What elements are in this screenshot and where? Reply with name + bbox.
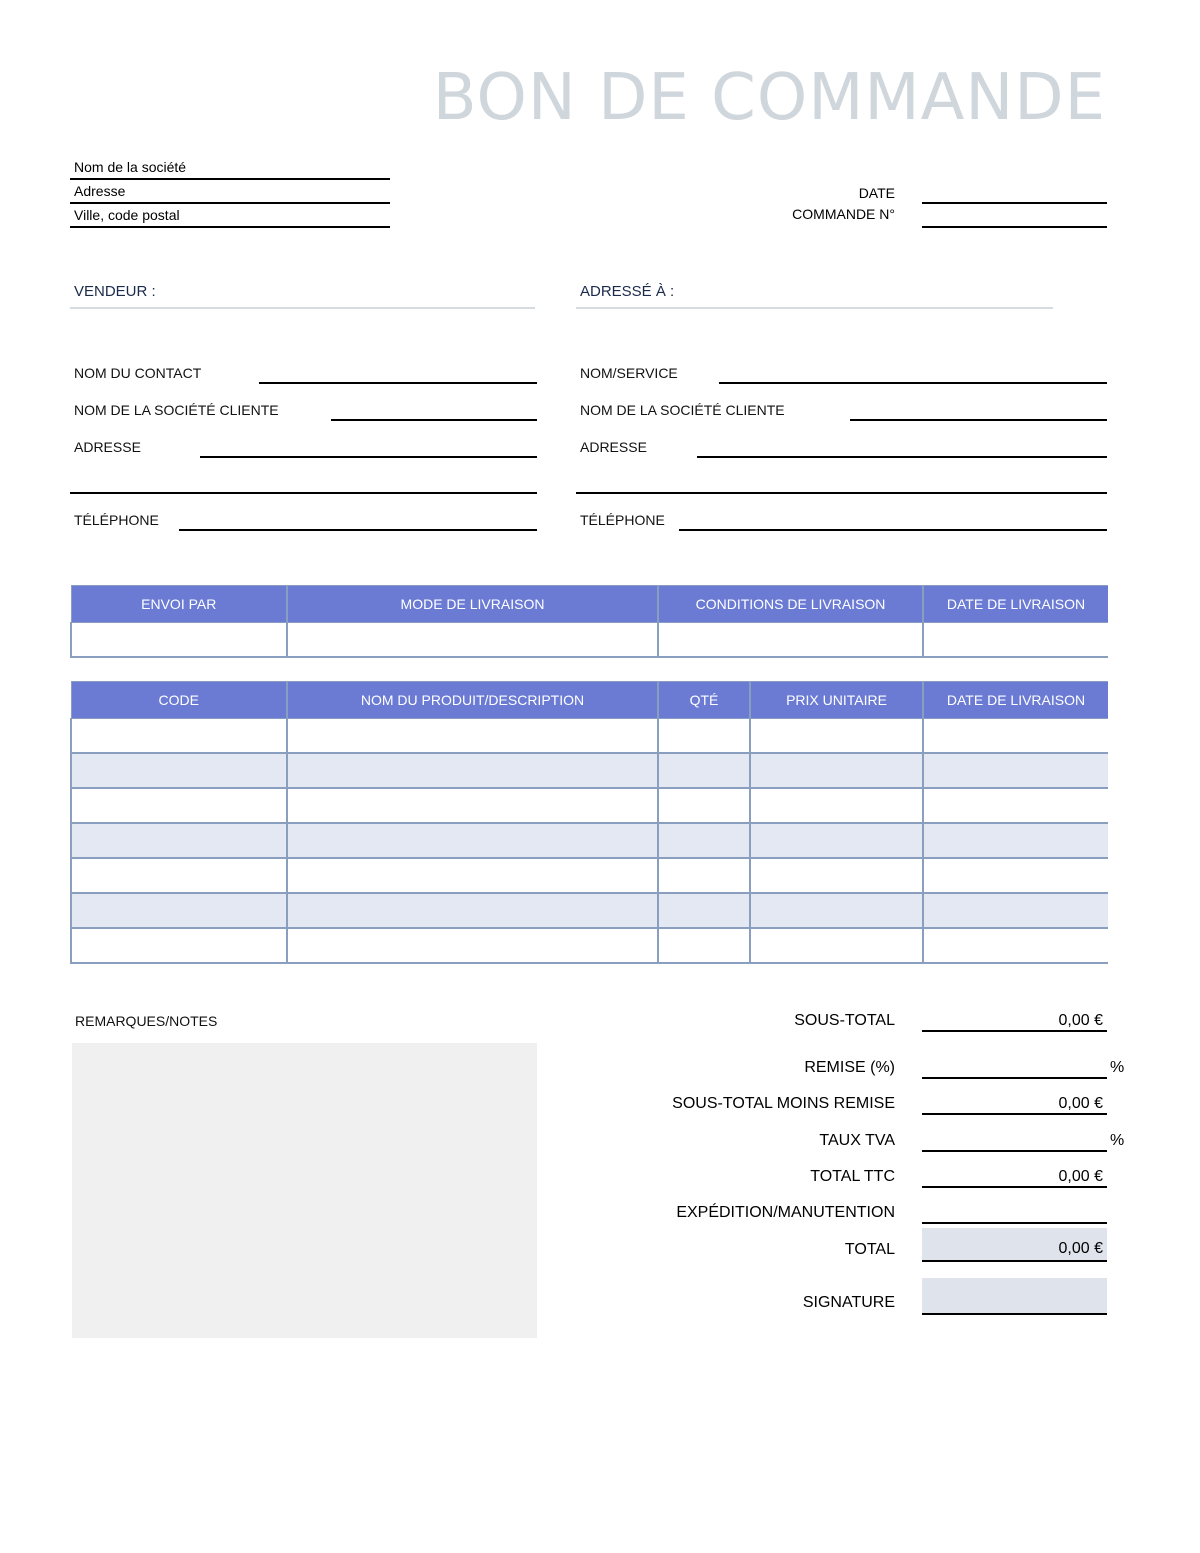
items-header-description: NOM DU PRODUIT/DESCRIPTION bbox=[287, 682, 658, 719]
company-address-field[interactable]: Adresse bbox=[70, 180, 390, 204]
table-cell[interactable] bbox=[287, 928, 658, 963]
subtotal-value: 0,00 € bbox=[922, 1012, 1107, 1032]
table-cell[interactable] bbox=[750, 719, 923, 754]
date-field[interactable] bbox=[922, 202, 1107, 204]
total-ttc-label: TOTAL TTC bbox=[810, 1168, 895, 1185]
table-row bbox=[71, 753, 1108, 788]
table-cell[interactable] bbox=[71, 719, 287, 754]
table-cell[interactable] bbox=[658, 823, 750, 858]
table-cell[interactable] bbox=[658, 893, 750, 928]
shipping-header-date: DATE DE LIVRAISON bbox=[923, 586, 1108, 623]
table-cell[interactable] bbox=[658, 719, 750, 754]
table-cell[interactable] bbox=[750, 823, 923, 858]
shipping-header-conditions: CONDITIONS DE LIVRAISON bbox=[658, 586, 923, 623]
table-cell[interactable] bbox=[923, 623, 1108, 658]
table-cell[interactable] bbox=[287, 719, 658, 754]
table-cell[interactable] bbox=[71, 823, 287, 858]
vendor-contact-field[interactable] bbox=[259, 382, 537, 384]
page-title: BON DE COMMANDE bbox=[432, 61, 1106, 135]
discount-field[interactable] bbox=[922, 1059, 1107, 1079]
table-cell[interactable] bbox=[750, 858, 923, 893]
vendor-client-company-field[interactable] bbox=[331, 419, 537, 421]
notes-textarea[interactable] bbox=[72, 1043, 537, 1338]
vendor-address-field-2[interactable] bbox=[70, 492, 537, 494]
table-cell[interactable] bbox=[71, 753, 287, 788]
ship-to-phone-label: TÉLÉPHONE bbox=[580, 512, 665, 528]
table-row bbox=[71, 858, 1108, 893]
table-cell[interactable] bbox=[287, 753, 658, 788]
table-cell[interactable] bbox=[287, 788, 658, 823]
table-cell[interactable] bbox=[658, 623, 923, 658]
ship-to-client-company-label: NOM DE LA SOCIÉTÉ CLIENTE bbox=[580, 402, 785, 418]
items-table bbox=[70, 681, 1108, 964]
table-row bbox=[71, 623, 1108, 658]
vat-unit: % bbox=[1110, 1132, 1125, 1149]
total-value: 0,00 € bbox=[922, 1228, 1107, 1262]
ship-to-address-label: ADRESSE bbox=[580, 439, 647, 455]
table-cell[interactable] bbox=[287, 858, 658, 893]
table-cell[interactable] bbox=[923, 823, 1108, 858]
ship-to-phone-field[interactable] bbox=[679, 529, 1107, 531]
date-label: DATE bbox=[858, 185, 895, 201]
items-header-qty: QTÉ bbox=[658, 682, 750, 719]
table-cell[interactable] bbox=[750, 753, 923, 788]
table-row bbox=[71, 823, 1108, 858]
shipping-handling-field[interactable] bbox=[922, 1204, 1107, 1224]
table-cell[interactable] bbox=[923, 858, 1108, 893]
subtotal-less-value: 0,00 € bbox=[922, 1095, 1107, 1115]
vendor-address-field[interactable] bbox=[200, 456, 537, 458]
table-cell[interactable] bbox=[923, 719, 1108, 754]
table-cell[interactable] bbox=[750, 928, 923, 963]
notes-label: REMARQUES/NOTES bbox=[75, 1013, 218, 1029]
items-header-delivery-date: DATE DE LIVRAISON bbox=[923, 682, 1108, 719]
table-cell[interactable] bbox=[750, 893, 923, 928]
shipping-handling-label: EXPÉDITION/MANUTENTION bbox=[676, 1204, 895, 1221]
table-cell[interactable] bbox=[658, 788, 750, 823]
table-row bbox=[71, 928, 1108, 963]
table-cell[interactable] bbox=[923, 928, 1108, 963]
order-number-label: COMMANDE N° bbox=[792, 206, 895, 222]
discount-label: REMISE (%) bbox=[804, 1059, 895, 1076]
ship-to-heading: ADRESSÉ À : bbox=[576, 283, 1053, 309]
vendor-phone-label: TÉLÉPHONE bbox=[74, 512, 159, 528]
vendor-contact-label: NOM DU CONTACT bbox=[74, 365, 202, 381]
table-cell[interactable] bbox=[287, 823, 658, 858]
subtotal-label: SOUS-TOTAL bbox=[794, 1012, 895, 1029]
table-cell[interactable] bbox=[71, 788, 287, 823]
subtotal-less-label: SOUS-TOTAL MOINS REMISE bbox=[672, 1095, 895, 1112]
table-cell[interactable] bbox=[71, 623, 287, 658]
signature-field[interactable] bbox=[922, 1278, 1107, 1315]
table-cell[interactable] bbox=[71, 893, 287, 928]
shipping-table bbox=[70, 585, 1108, 658]
vendor-phone-field[interactable] bbox=[179, 529, 537, 531]
table-cell[interactable] bbox=[71, 928, 287, 963]
table-cell[interactable] bbox=[923, 893, 1108, 928]
table-row bbox=[71, 893, 1108, 928]
table-row bbox=[71, 719, 1108, 754]
items-header-unit-price: PRIX UNITAIRE bbox=[750, 682, 923, 719]
table-cell[interactable] bbox=[658, 858, 750, 893]
ship-to-name-field[interactable] bbox=[719, 382, 1107, 384]
company-name-field[interactable]: Nom de la société bbox=[70, 156, 390, 180]
table-cell[interactable] bbox=[658, 928, 750, 963]
discount-unit: % bbox=[1110, 1059, 1125, 1076]
vendor-client-company-label: NOM DE LA SOCIÉTÉ CLIENTE bbox=[74, 402, 279, 418]
table-cell[interactable] bbox=[71, 858, 287, 893]
ship-to-address-field[interactable] bbox=[697, 456, 1107, 458]
company-city-field[interactable]: Ville, code postal bbox=[70, 204, 390, 228]
table-cell[interactable] bbox=[287, 623, 658, 658]
ship-to-name-label: NOM/SERVICE bbox=[580, 365, 678, 381]
table-cell[interactable] bbox=[923, 788, 1108, 823]
table-cell[interactable] bbox=[923, 753, 1108, 788]
ship-to-client-company-field[interactable] bbox=[850, 419, 1107, 421]
vat-label: TAUX TVA bbox=[819, 1132, 895, 1149]
order-number-field[interactable] bbox=[922, 226, 1107, 228]
items-header-code: CODE bbox=[71, 682, 287, 719]
shipping-header-sent-by: ENVOI PAR bbox=[71, 586, 287, 623]
table-row bbox=[71, 788, 1108, 823]
vendor-heading: VENDEUR : bbox=[70, 283, 535, 309]
ship-to-address-field-2[interactable] bbox=[576, 492, 1107, 494]
vendor-address-label: ADRESSE bbox=[74, 439, 141, 455]
table-cell[interactable] bbox=[287, 893, 658, 928]
vat-field[interactable] bbox=[922, 1132, 1107, 1152]
total-label: TOTAL bbox=[844, 1241, 895, 1258]
table-cell[interactable] bbox=[750, 788, 923, 823]
signature-label: SIGNATURE bbox=[802, 1294, 895, 1311]
total-ttc-value: 0,00 € bbox=[922, 1168, 1107, 1188]
table-cell[interactable] bbox=[658, 753, 750, 788]
shipping-header-mode: MODE DE LIVRAISON bbox=[287, 586, 658, 623]
